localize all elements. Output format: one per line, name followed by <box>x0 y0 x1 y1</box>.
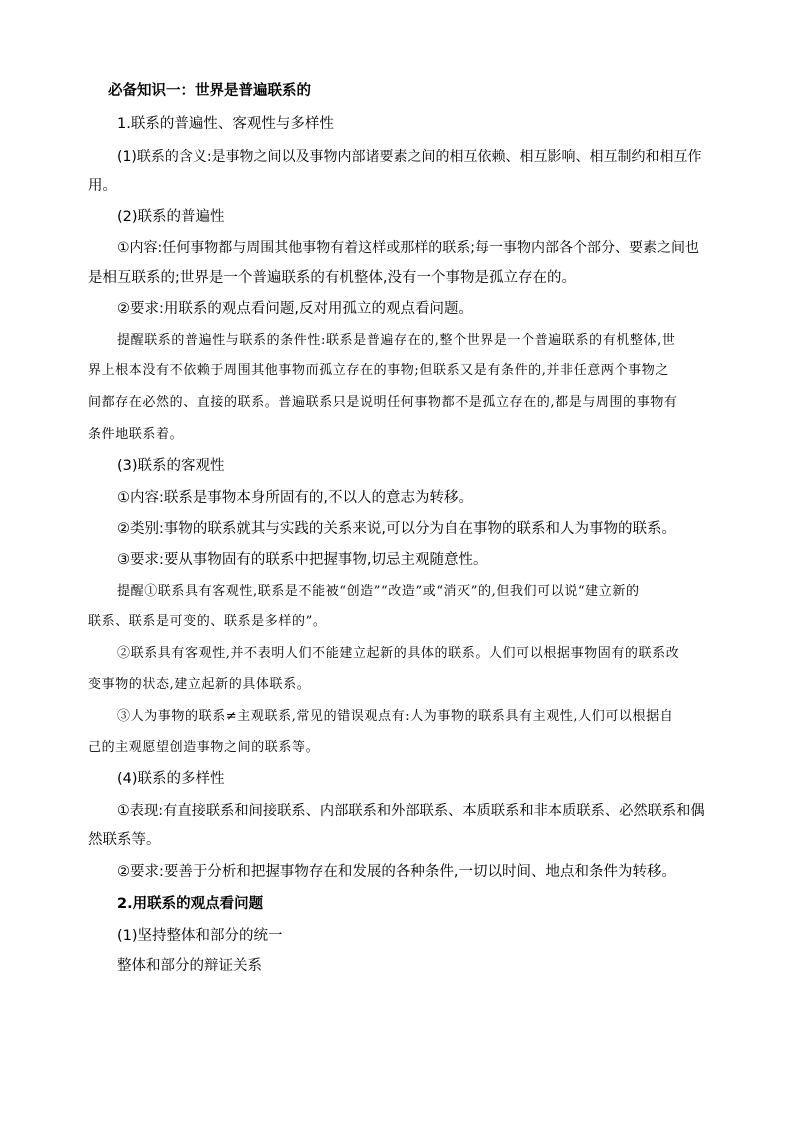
paragraph-line: ①内容:联系是事物本身所固有的,不以人的意志为转移。 <box>117 490 473 506</box>
subsection-title: 1.联系的普遍性、客观性与多样性 <box>117 116 334 132</box>
note-line: 联系、联系是可变的、联系是多样的”。 <box>88 614 327 629</box>
subsection-title: 2.用联系的观点看问题 <box>117 896 264 912</box>
note-line: 己的主观愿望创造事物之间的联系等。 <box>88 740 320 755</box>
paragraph-line: ②类别:事物的联系就其与实践的关系来说,可以分为自在事物的联系和人为事物的联系。 <box>117 521 676 537</box>
paragraph-line: (1)联系的含义:是事物之间以及事物内部诸要素之间的相互依赖、相互影响、相互制约和相互作 <box>117 149 702 165</box>
paragraph-line: ①内容:任何事物都与周围其他事物有着这样或那样的联系;每一事物内部各个部分、要素之间也 <box>117 240 699 256</box>
note-line: 间都存在必然的、直接的联系。普遍联系只是说明任何事物都不是孤立存在的,都是与周围的事物有 <box>88 395 678 410</box>
paragraph-line: 用。 <box>88 178 117 194</box>
item-title: (1)坚持整体和部分的统一 <box>117 928 283 944</box>
note-line: 条件地联系着。 <box>88 427 184 442</box>
note-line: ②联系具有客观性,并不表明人们不能建立起新的具体的联系。人们可以根据事物固有的联系改 <box>117 646 680 661</box>
item-title: (3)联系的客观性 <box>117 458 225 474</box>
item-title: (4)联系的多样性 <box>117 771 225 787</box>
paragraph-line: 然联系等。 <box>88 832 161 848</box>
note-line: ③人为事物的联系≠主观联系,常见的错误观点有:人为事物的联系具有主观性,人们可以根据自 <box>117 709 674 724</box>
paragraph-line: ②要求:要善于分析和把握事物存在和发展的各种条件,一切以时间、地点和条件为转移。 <box>117 864 676 880</box>
note-line: 提醒①联系具有客观性,联系是不能被“创造”“改造”或“消灭”的,但我们可以说“建立新的 <box>117 584 640 599</box>
item-title: (2)联系的普遍性 <box>117 209 225 225</box>
paragraph-line: ①表现:有直接联系和间接联系、内部联系和外部联系、本质联系和非本质联系、必然联系和偶 <box>117 803 705 819</box>
note-line: 变事物的状态,建立起新的具体联系。 <box>88 677 311 692</box>
paragraph-line: 是相互联系的;世界是一个普遍联系的有机整体,没有一个事物是孤立存在的。 <box>88 270 576 286</box>
paragraph-line: ③要求:要从事物固有的联系中把握事物,切忌主观随意性。 <box>117 552 488 568</box>
section-heading: 必备知识一：世界是普遍联系的 <box>108 83 311 99</box>
note-line: 界上根本没有不依赖于周围其他事物而孤立存在的事物;但联系又是有条件的,并非任意两个事物之 <box>88 363 669 378</box>
paragraph-line: ②要求:用联系的观点看问题,反对用孤立的观点看问题。 <box>117 301 473 317</box>
paragraph-line: 整体和部分的辩证关系 <box>117 958 262 974</box>
note-line: 提醒联系的普遍性与联系的条件性:联系是普遍存在的,整个世界是一个普遍联系的有机整体,世 <box>117 333 676 348</box>
